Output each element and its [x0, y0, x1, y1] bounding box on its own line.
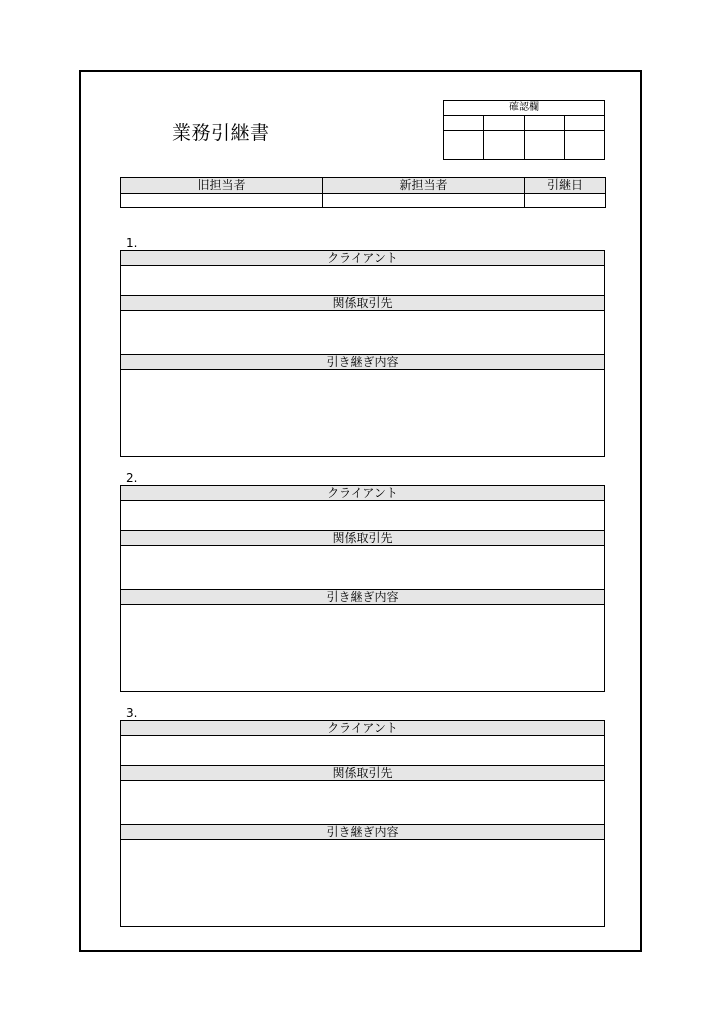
client-field[interactable] — [121, 736, 604, 766]
confirmation-stamp-cell[interactable] — [484, 131, 524, 160]
partners-header: 関係取引先 — [121, 531, 604, 546]
content-header: 引き継ぎ内容 — [121, 590, 604, 605]
previous-owner-header: 旧担当者 — [121, 178, 323, 194]
content-header: 引き継ぎ内容 — [121, 355, 604, 370]
content-field[interactable] — [121, 370, 604, 456]
partners-field[interactable] — [121, 781, 604, 825]
confirmation-name-cell[interactable] — [524, 116, 564, 131]
content-field[interactable] — [121, 605, 604, 691]
content-header: 引き継ぎ内容 — [121, 825, 604, 840]
client-header: クライアント — [121, 486, 604, 501]
section-number: 3. — [126, 706, 138, 720]
handover-date-header: 引継日 — [525, 178, 606, 194]
section-number: 1. — [126, 236, 138, 250]
confirmation-stamp-cell[interactable] — [444, 131, 484, 160]
client-header: クライアント — [121, 251, 604, 266]
previous-owner-field[interactable] — [121, 194, 323, 208]
content-field[interactable] — [121, 840, 604, 926]
partners-field[interactable] — [121, 311, 604, 355]
new-owner-field[interactable] — [323, 194, 525, 208]
confirmation-name-cell[interactable] — [564, 116, 604, 131]
client-field[interactable] — [121, 266, 604, 296]
partners-field[interactable] — [121, 546, 604, 590]
partners-header: 関係取引先 — [121, 296, 604, 311]
handover-date-field[interactable] — [525, 194, 606, 208]
confirmation-table — [443, 100, 605, 160]
new-owner-header: 新担当者 — [323, 178, 525, 194]
document-title: 業務引継書 — [172, 122, 270, 144]
confirmation-stamp-cell[interactable] — [564, 131, 604, 160]
section-number: 2. — [126, 471, 138, 485]
client-field[interactable] — [121, 501, 604, 531]
confirmation-name-cell[interactable] — [444, 116, 484, 131]
confirmation-label: 確認欄 — [444, 101, 605, 116]
handover-table — [120, 177, 606, 208]
confirmation-stamp-cell[interactable] — [524, 131, 564, 160]
partners-header: 関係取引先 — [121, 766, 604, 781]
confirmation-name-cell[interactable] — [484, 116, 524, 131]
client-header: クライアント — [121, 721, 604, 736]
